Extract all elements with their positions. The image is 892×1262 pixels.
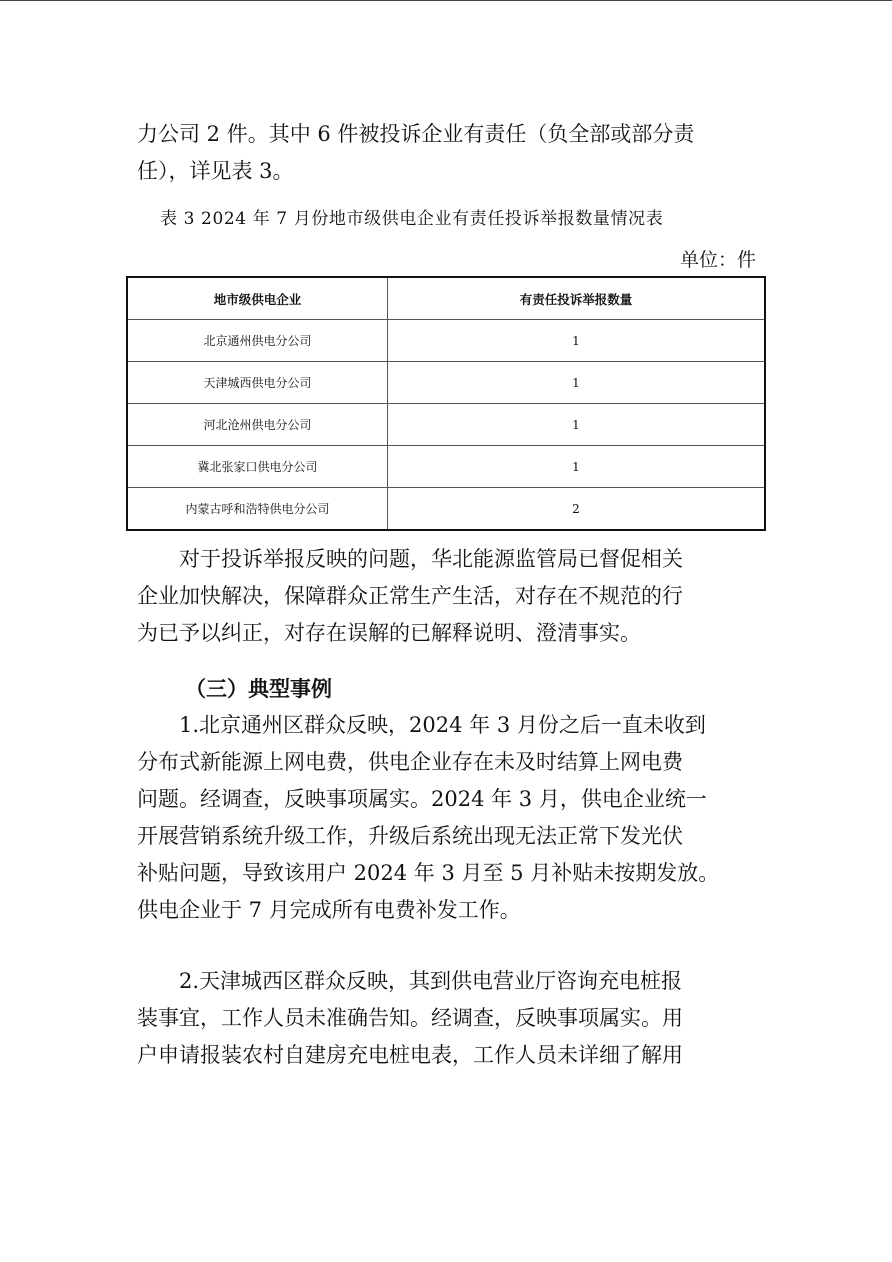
text-line: 问题。经调查，反映事项属实。2024 年 3 月，供电企业统一	[137, 787, 707, 811]
text-line: 户申请报装农村自建房充电桩电表，工作人员未详细了解用	[137, 1043, 683, 1067]
table-row	[127, 488, 765, 531]
cell-count: 1	[387, 446, 765, 488]
cell-enterprise: 内蒙古呼和浩特供电分公司	[127, 488, 387, 531]
table-header-row	[127, 277, 765, 320]
table-row	[127, 320, 765, 362]
cell-count: 1	[387, 320, 765, 362]
text-line: 为已予以纠正，对存在误解的已解释说明、澄清事实。	[137, 621, 641, 645]
cell-enterprise: 河北沧州供电分公司	[127, 404, 387, 446]
case-2-paragraph	[137, 963, 765, 1074]
cell-count: 2	[387, 488, 765, 531]
text-line: 补贴问题，导致该用户 2024 年 3 月至 5 月补贴未按期发放。	[137, 861, 720, 885]
text-line: 开展营销系统升级工作，升级后系统出现无法正常下发光伏	[137, 824, 683, 848]
table-unit: 单位：件	[679, 249, 756, 271]
text-line: 任），详见表 3。	[137, 159, 294, 183]
intro-paragraph	[137, 116, 765, 190]
text-line: 2.天津城西区群众反映，其到供电营业厅咨询充电桩报	[137, 969, 683, 993]
text-line: 分布式新能源上网电费，供电企业存在未及时结算上网电费	[137, 750, 683, 774]
text-line: 对于投诉举报反映的问题，华北能源监管局已督促相关	[137, 547, 683, 571]
cell-enterprise: 天津城西供电分公司	[127, 362, 387, 404]
text-line: 装事宜，工作人员未准确告知。经调查，反映事项属实。用	[137, 1006, 683, 1030]
table-row	[127, 446, 765, 488]
cell-count: 1	[387, 404, 765, 446]
text-line: 供电企业于 7 月完成所有电费补发工作。	[137, 898, 521, 922]
cell-count: 1	[387, 362, 765, 404]
cell-enterprise: 冀北张家口供电分公司	[127, 446, 387, 488]
table-row	[127, 362, 765, 404]
page-top-border	[0, 0, 892, 1]
text-line: 1.北京通州区群众反映，2024 年 3 月份之后一直未收到	[137, 713, 706, 737]
text-line: 力公司 2 件。其中 6 件被投诉企业有责任（负全部或部分责	[137, 122, 695, 146]
header-count: 有责任投诉举报数量	[387, 277, 765, 320]
complaint-table	[126, 276, 766, 531]
section-heading: （三）典型事例	[185, 676, 332, 701]
table-row	[127, 404, 765, 446]
cell-enterprise: 北京通州供电分公司	[127, 320, 387, 362]
text-line: 企业加快解决，保障群众正常生产生活，对存在不规范的行	[137, 584, 683, 608]
header-enterprise: 地市级供电企业	[127, 277, 387, 320]
table-title: 表 3 2024 年 7 月份地市级供电企业有责任投诉举报数量情况表	[160, 209, 664, 229]
followup-paragraph	[137, 541, 765, 652]
case-1-paragraph	[137, 707, 765, 929]
